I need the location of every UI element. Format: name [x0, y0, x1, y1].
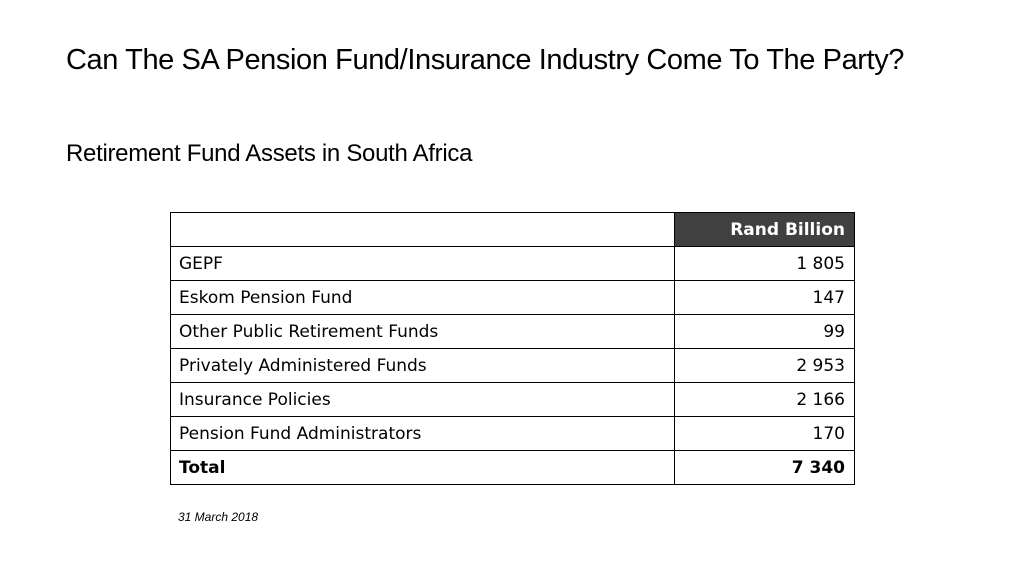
row-value: 2 166: [675, 383, 855, 417]
table-row: [171, 383, 855, 417]
row-label: Other Public Retirement Funds: [171, 315, 675, 349]
table-row: [171, 281, 855, 315]
row-label: Insurance Policies: [171, 383, 675, 417]
row-label: Privately Administered Funds: [171, 349, 675, 383]
row-label: Eskom Pension Fund: [171, 281, 675, 315]
slide-title: Can The SA Pension Fund/Insurance Industry Come To The Party?: [66, 44, 905, 76]
assets-table-container: [170, 212, 855, 485]
slide-subtitle: Retirement Fund Assets in South Africa: [66, 140, 473, 167]
row-label: Pension Fund Administrators: [171, 417, 675, 451]
row-value: 170: [675, 417, 855, 451]
header-label-cell: [171, 213, 675, 247]
table-row: [171, 247, 855, 281]
table-row: [171, 349, 855, 383]
retirement-fund-assets-table: [170, 212, 855, 485]
row-value: 99: [675, 315, 855, 349]
date-footnote: 31 March 2018: [178, 510, 259, 524]
total-value: 7 340: [675, 451, 855, 485]
row-value: 1 805: [675, 247, 855, 281]
row-value: 2 953: [675, 349, 855, 383]
table-row: [171, 315, 855, 349]
table-header-row: [171, 213, 855, 247]
total-label: Total: [171, 451, 675, 485]
header-value-cell: Rand Billion: [675, 213, 855, 247]
table-total-row: [171, 451, 855, 485]
table-row: [171, 417, 855, 451]
row-value: 147: [675, 281, 855, 315]
row-label: GEPF: [171, 247, 675, 281]
